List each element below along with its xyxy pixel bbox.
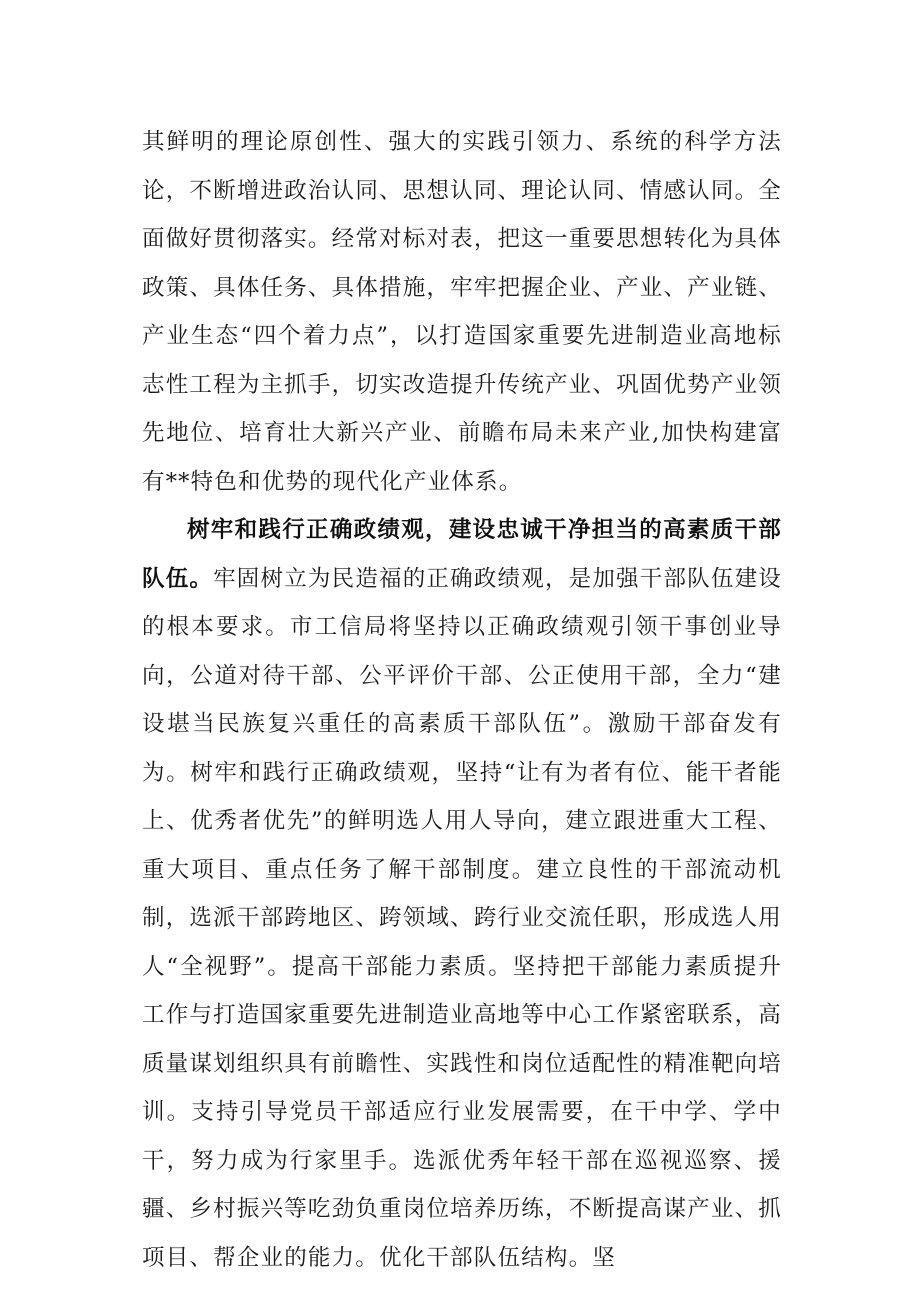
paragraph-1: 其鲜明的理论原创性、强大的实践引领力、系统的科学方法论，不断增进政治认同、思想认同、理论认同、情感认同。全面做好贯彻落实。经常对标对表，把这一重要思想转化为具体政策、具体任务、具体措施，牢牢把握企业、产业、产业链、产业生态“四个着力点”，以打造国家重要先进制造业高地标志性工程为主抓手，切实改造提升传统产业、巩固优势产业领先地位、培育壮大新兴产业、前瞻布局未来产业,加快构建富有**特色和优势的现代化产业体系。 [142,129,782,495]
paragraph-2-body: 牢固树立为民造福的正确政绩观，是加强干部队伍建设的根本要求。市工信局将坚持以正确政绩观引领干事创业导向，公道对待干部、公平评价干部、公正使用干部，全力“建设堪当民族复兴重任的高素质干部队伍”。激励干部奋发有为。树牢和践行正确政绩观，坚持“让有为者有位、能干者能上、优秀者优先”的鲜明选人用人导向，建立跟进重大工程、重大项目、重点任务了解干部制度。建立良性的干部流动机制，选派干部跨地区、跨领域、跨行业交流任职，形成选人用人“全视野”。提高干部能力素质。坚持把干部能力素质提升工作与打造国家重要先进制造业高地等中心工作紧密联系，高质量谋划组织具有前瞻性、实践性和岗位适配性的精准靶向培训。支持引导党员干部适应行业发展需要，在干中学、学中干，努力成为行家里手。选派优秀年轻干部在巡视巡察、援疆、乡村振兴等吃劲负重岗位培养历练，不断提高谋产业、抓项目、帮企业的能力。优化干部队伍结构。坚 [142,565,782,1271]
document-body [142,118,782,1282]
paragraph-2 [142,506,782,1282]
paragraph-2-lead-heading: 树牢和践行正确政绩观，建设忠诚干净担当的高素质干部队伍。 [142,517,782,592]
